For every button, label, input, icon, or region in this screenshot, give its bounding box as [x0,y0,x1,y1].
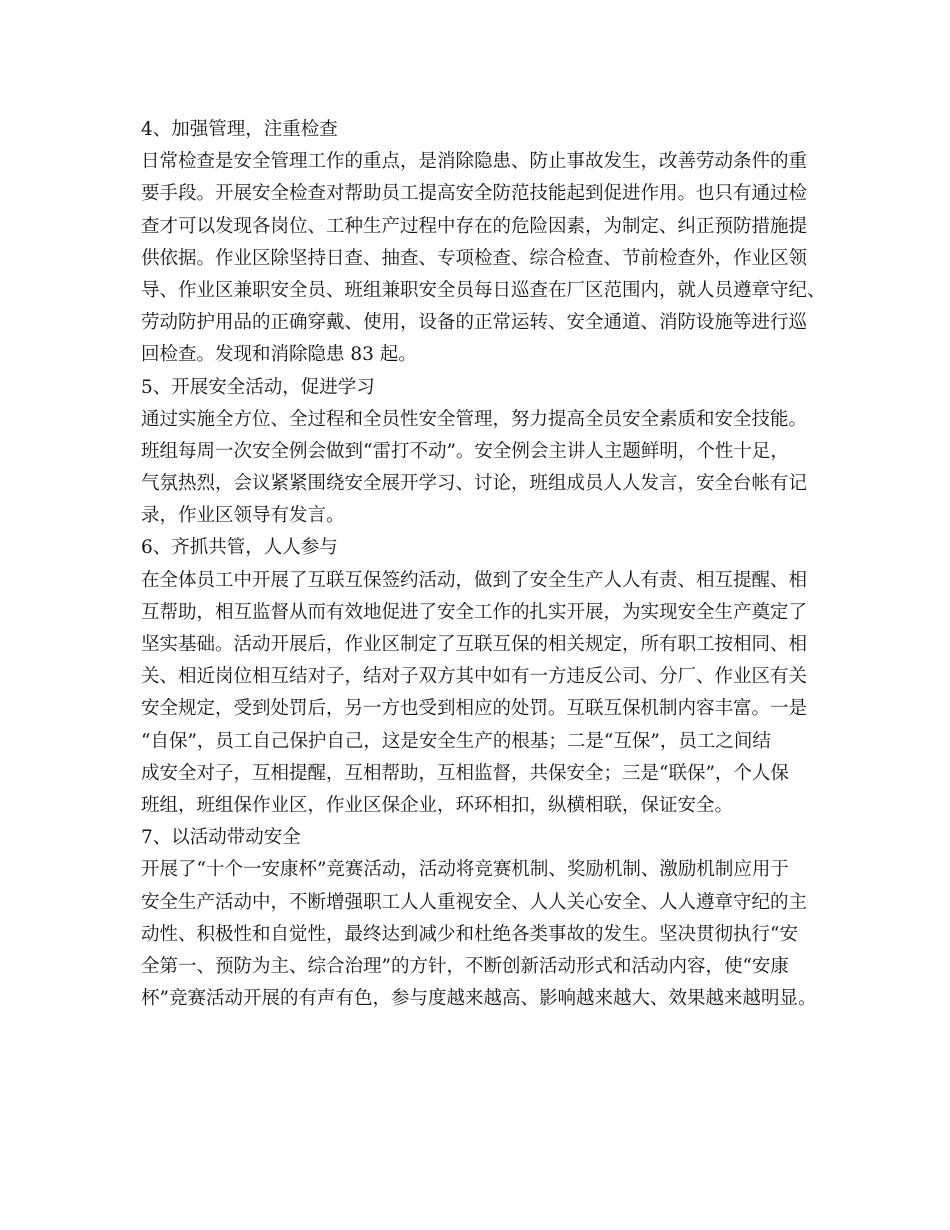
paragraph-line: 在全体员工中开展了互联互保签约活动，做到了安全生产人人有责、相互提醒、相 [141,569,808,591]
paragraph-line: 劳动防护用品的正确穿戴、使用，设备的正常运转、安全通道、消防设施等进行巡 [141,312,808,334]
paragraph-line: 日常检查是安全管理工作的重点，是消除隐患、防止事故发生，改善劳动条件的重 [141,151,808,173]
paragraph-line: 班组每周一次安全例会做到“雷打不动”。安全例会主讲人主题鲜明，个性十足， [141,440,789,462]
paragraph-line: 全第一、预防为主、综合治理”的方针，不断创新活动形式和活动内容，使“安康 [141,955,789,977]
paragraph-line: 成安全对子，互相提醒，互相帮助，互相监督，共保安全；三是“联保”，个人保 [141,762,789,784]
paragraph-line: 通过实施全方位、全过程和全员性安全管理，努力提高全员安全素质和安全技能。 [141,408,808,430]
paragraph-line: 动性、积极性和自觉性，最终达到减少和杜绝各类事故的发生。坚决贯彻执行“安 [141,923,798,945]
paragraph-line: 供依据。作业区除坚持日查、抽查、专项检查、综合检查、节前检查外，作业区领 [141,247,808,269]
paragraph-line: 坚实基础。活动开展后，作业区制定了互联互保的相关规定，所有职工按相同、相 [141,634,808,655]
paragraph-line: 回检查。发现和消除隐患 83 起。 [141,344,417,366]
paragraph-line: “自保”，员工自己保护自己，这是安全生产的根基；二是“互保”，员工之间结 [141,730,771,752]
paragraph-line: 关、相近岗位相互结对子，结对子双方其中如有一方违反公司、分厂、作业区有关 [141,666,808,688]
section-heading: 7、以活动带动安全 [141,827,301,849]
paragraph-line: 气氛热烈，会议紧紧围绕安全展开学习、讨论，班组成员人人发言，安全台帐有记 [141,473,808,495]
paragraph-line: 导、作业区兼职安全员、班组兼职安全员每日巡查在厂区范围内，就人员遵章守纪、 [141,279,826,301]
paragraph-line: 互帮助，相互监督从而有效地促进了安全工作的扎实开展，为实现安全生产奠定了 [141,601,808,623]
paragraph-line: 要手段。开展安全检查对帮助员工提高安全防范技能起到促进作用。也只有通过检 [141,183,808,205]
paragraph-line: 杯”竞赛活动开展的有声有色，参与度越来越高、影响越来越大、效果越来越明显。 [141,988,817,1010]
document-body [141,114,831,1015]
paragraph-line: 安全规定，受到处罚后，另一方也受到相应的处罚。互联互保机制内容丰富。一是 [141,698,808,720]
section-heading: 4、加强管理，注重检查 [141,119,338,140]
paragraph-line: 安全生产活动中，不断增强职工人人重视安全、人人关心安全、人人遵章守纪的主 [141,891,808,913]
section-heading: 6、齐抓共管，人人参与 [141,537,338,559]
paragraph-line: 开展了“十个一安康杯”竞赛活动，活动将竞赛机制、奖励机制、激励机制应用于 [141,859,789,881]
paragraph-line: 班组，班组保作业区，作业区保企业，环环相扣，纵横相联，保证安全。 [141,794,734,816]
paragraph-line: 查才可以发现各岗位、工种生产过程中存在的危险因素，为制定、纠正预防措施提 [141,215,808,237]
section-heading: 5、开展安全活动，促进学习 [141,376,375,398]
paragraph-line: 录，作业区领导有发言。 [141,505,345,527]
